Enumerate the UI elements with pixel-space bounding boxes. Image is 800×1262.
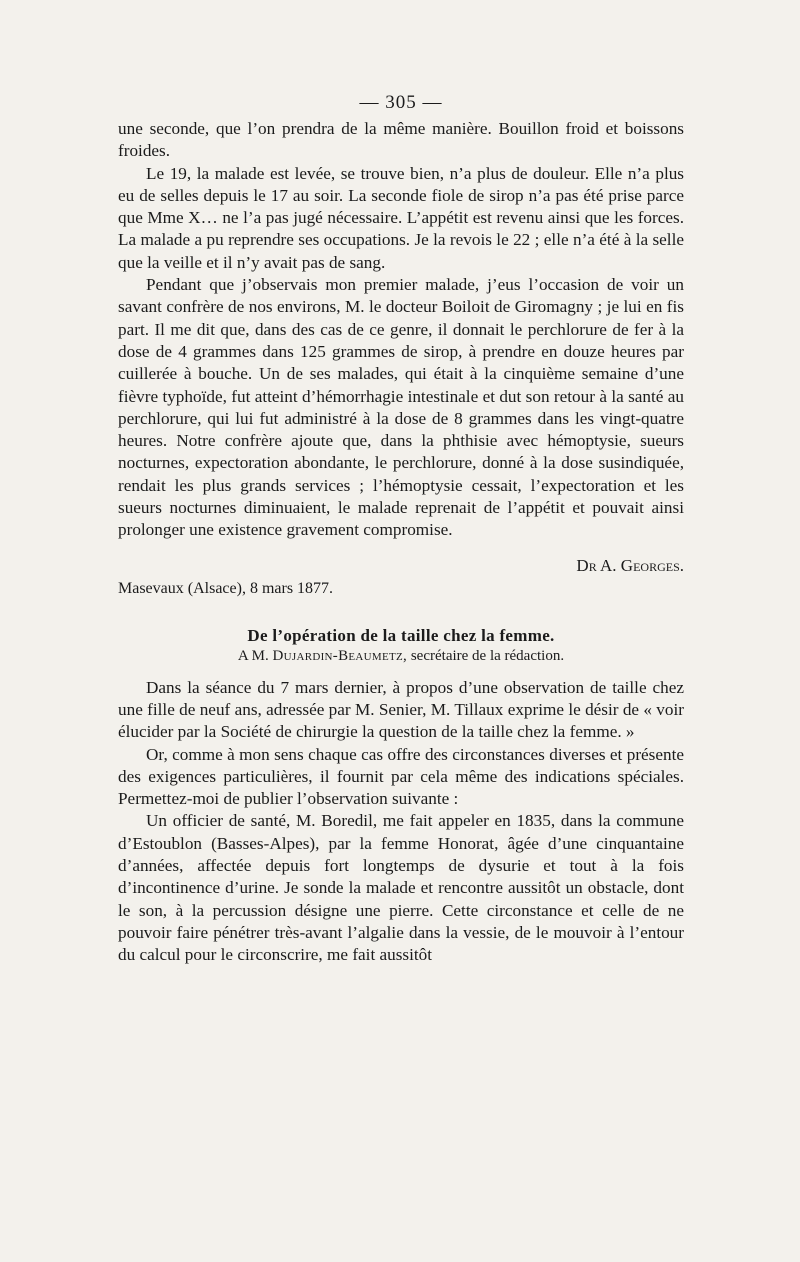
letter-section [118, 118, 684, 598]
article-paragraph-2: Or, comme à mon sens chaque cas offre des circonstances diverses et présente des exigences particulières, il fournit par cela même des indications spéciales. Permettez-moi de publier l’observation suivante : [118, 744, 684, 809]
article-paragraph-1: Dans la séance du 7 mars dernier, à propos d’une observation de taille chez une fille de neuf ans, adressée par M. Senier, M. Tillaux exprime le désir de « voir élucider par la Société de chirurgie la question de la taille chez la femme. » [118, 677, 684, 742]
letter-paragraph-2: Le 19, la malade est levée, se trouve bien, n’a plus de douleur. Elle n’a plus eu de selles depuis le 17 au soir. La seconde fiole de sirop n’a pas été prise parce que Mme X… ne l’a pas jugé nécessaire. L’appétit est revenu ainsi que les forces. La malade a pu reprendre ses occupations. Je la revois le 22 ; elle n’a été à la selle que la veille et il n’y avait pas de sang. [118, 163, 684, 272]
place-date: Masevaux (Alsace), 8 mars 1877. [118, 579, 334, 597]
letter-paragraph-3: Pendant que j’observais mon premier malade, j’eus l’occasion de voir un savant confrère de nos environs, M. le docteur Boiloit de Giromagny ; je lui en fis part. Il me dit que, dans des cas de ce genre, il donnait le perchlorure de fer à la dose de 4 grammes dans 125 grammes de sirop, à prendre en douze heures par cuillerée à bouche. Un de ses malades, qui était à la cinquième semaine d’une fièvre typhoïde, fut atteint d’hémorrhagie intestinale et dut son retour à la santé au perchlorure, qui lui fut administré à la dose de 8 grammes dans les vingt-quatre heures. Notre confrère ajoute que, dans la phthisie avec hémoptysie, sueurs nocturnes, expectoration abondante, le perchlorure, donné à la dose susindiquée, rendait les plus grands services ; l’hémoptysie cessait, l’expectoration et les sueurs nocturnes diminuaient, le malade reprenait de l’appétit et pouvait ainsi prolonger une existence gravement compromise. [118, 275, 684, 540]
document-page [118, 92, 684, 967]
address-prefix: A M. [237, 647, 269, 664]
article-section [118, 626, 684, 967]
address-name: Dujardin-Beaumetz, [272, 647, 408, 664]
page-number: — 305 — [359, 92, 443, 113]
letter-paragraph-1: une seconde, que l’on prendra de la même manière. Bouillon froid et boissons froides. [118, 119, 684, 161]
article-paragraph-3: Un officier de santé, M. Boredil, me fait appeler en 1835, dans la commune d’Estoublon (Basses-Alpes), par la femme Honorat, âgée d’une cinquantaine d’années, affectée depuis fort longtemps de dysurie et tout à la fois d’incontinence d’urine. Je sonde la malade et rencontre aussitôt un obstacle, dont le son, à la percussion désigne une pierre. Cette circonstance et celle de ne pouvoir faire pénétrer très-avant l’algalie dans la vessie, de le mouvoir à l’entour du calcul pour le circonscrire, me fait aussitôt [118, 811, 684, 965]
article-title: De l’opération de la taille chez la femme. [247, 625, 555, 645]
article-address [118, 648, 684, 665]
author-signature: Dr A. Georges. [576, 555, 684, 575]
address-suffix: secrétaire de la rédaction. [410, 647, 565, 664]
